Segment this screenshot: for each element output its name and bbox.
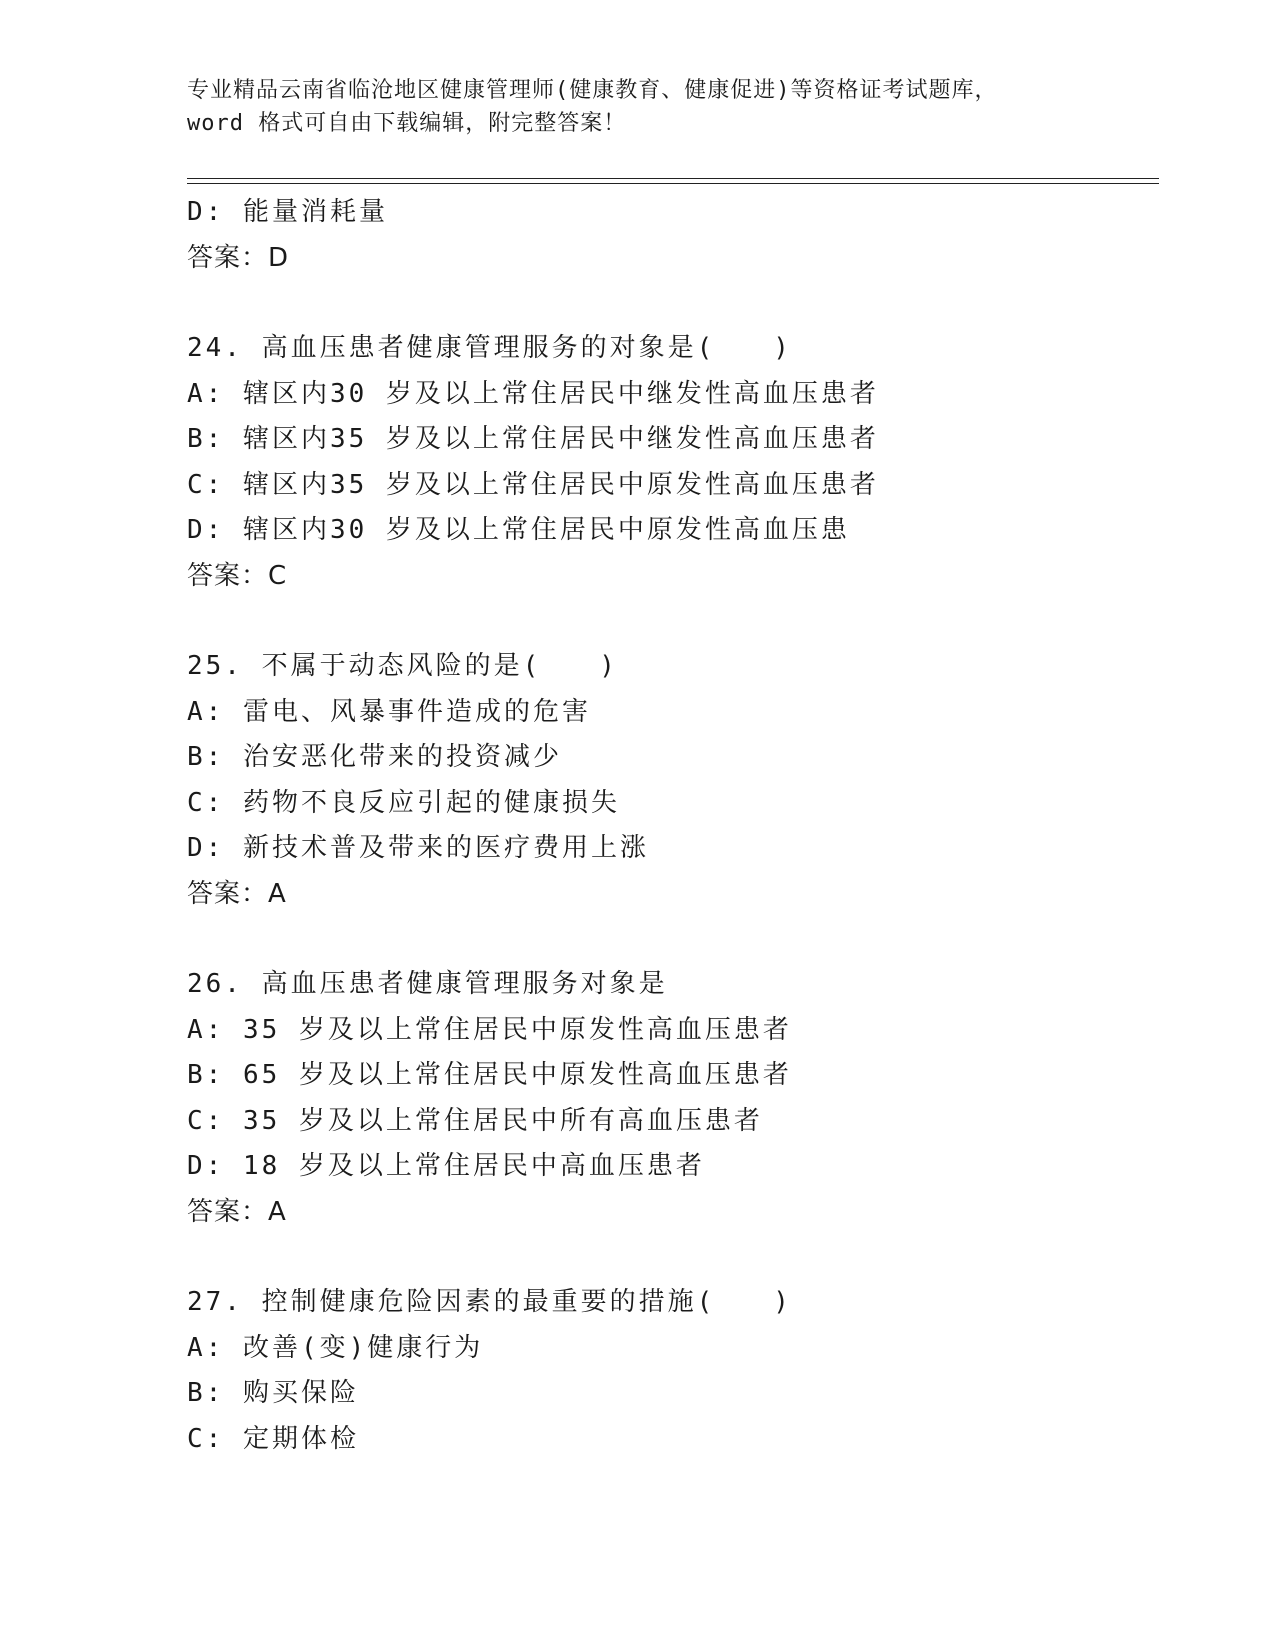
- option-c: C: 定期体检: [187, 1423, 359, 1454]
- option-d: D: 18 岁及以上常住居民中高血压患者: [187, 1151, 705, 1181]
- option-b: B: 65 岁及以上常住居民中原发性高血压患者: [187, 1060, 792, 1090]
- answer: 答案：A: [187, 878, 287, 909]
- answer: 答案：A: [187, 1196, 287, 1227]
- question-27: [187, 1280, 1167, 1462]
- question-stem: 27. 控制健康危险因素的最重要的措施( ): [187, 1287, 792, 1317]
- option-c: C: 辖区内35 岁及以上常住居民中原发性高血压患者: [187, 469, 879, 500]
- document-header: [187, 74, 1147, 140]
- question-stem: 25. 不属于动态风险的是( ): [187, 651, 618, 681]
- option-d: D: 辖区内30 岁及以上常住居民中原发性高血压患: [187, 515, 850, 545]
- answer: 答案：C: [187, 560, 288, 591]
- continued-question: [187, 190, 1167, 281]
- option-d: D: 新技术普及带来的医疗费用上涨: [187, 833, 649, 863]
- option-d: D: 能量消耗量: [187, 197, 388, 227]
- option-a: A: 辖区内30 岁及以上常住居民中继发性高血压患者: [187, 378, 879, 409]
- option-a: A: 35 岁及以上常住居民中原发性高血压患者: [187, 1014, 792, 1045]
- header-line-1: 专业精品云南省临沧地区健康管理师(健康教育、健康促进)等资格证考试题库，: [187, 78, 998, 103]
- question-stem: 26. 高血压患者健康管理服务对象是: [187, 969, 668, 999]
- header-line-2: word 格式可自由下载编辑，附完整答案！: [187, 111, 627, 136]
- option-b: B: 治安恶化带来的投资减少: [187, 742, 562, 772]
- option-c: C: 35 岁及以上常住居民中所有高血压患者: [187, 1105, 763, 1136]
- answer: 答案：D: [187, 242, 290, 273]
- option-a: A: 改善(变)健康行为: [187, 1332, 484, 1363]
- document-body: [187, 190, 1167, 1462]
- option-b: B: 辖区内35 岁及以上常住居民中继发性高血压患者: [187, 424, 879, 454]
- question-26: [187, 962, 1167, 1235]
- header-divider: [187, 178, 1159, 184]
- question-24: [187, 326, 1167, 599]
- option-a: A: 雷电、风暴事件造成的危害: [187, 696, 591, 727]
- question-stem: 24. 高血压患者健康管理服务的对象是( ): [187, 333, 792, 363]
- option-b: B: 购买保险: [187, 1378, 359, 1408]
- question-25: [187, 644, 1167, 917]
- option-c: C: 药物不良反应引起的健康损失: [187, 787, 620, 818]
